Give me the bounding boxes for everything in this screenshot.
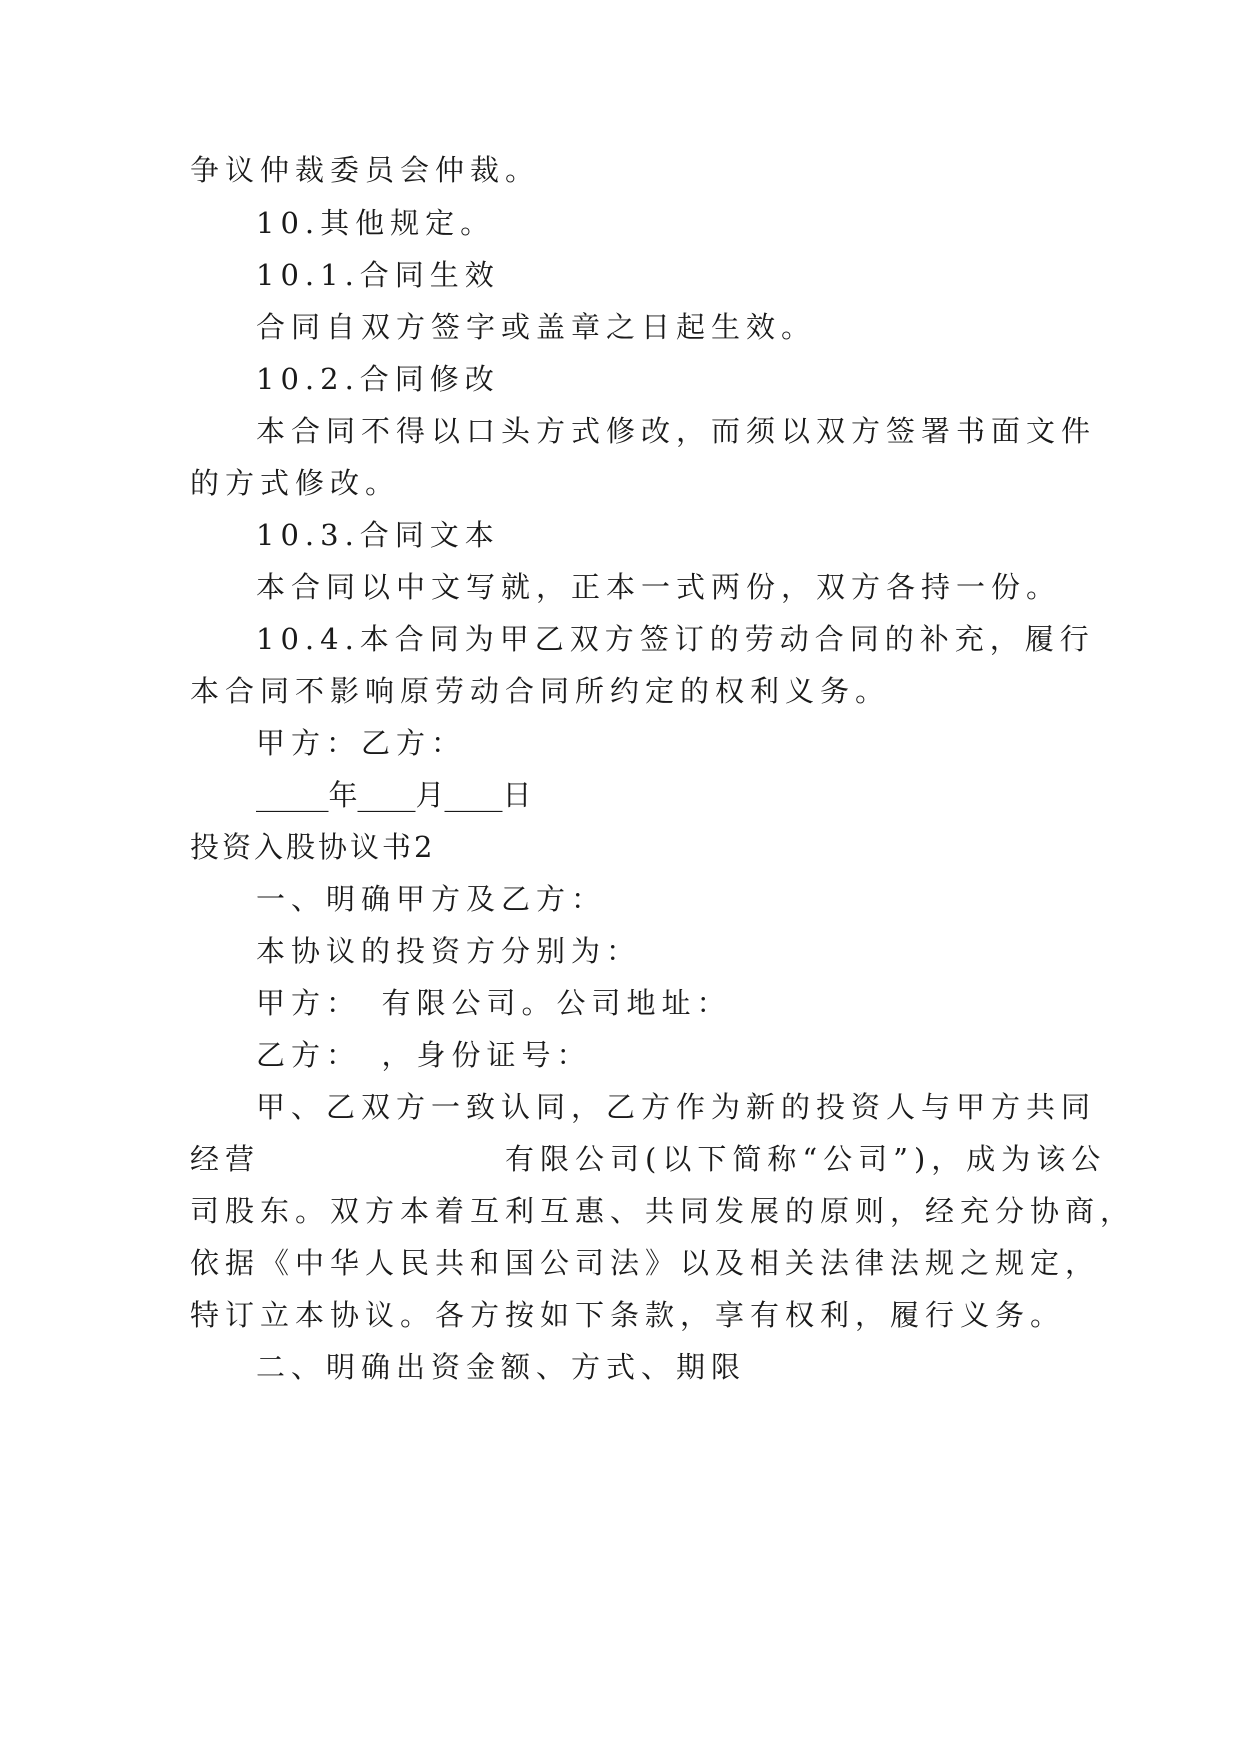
text-line: 本合同不影响原劳动合同所约定的权利义务。 (190, 674, 891, 708)
section-heading: 10.其他规定。 (256, 206, 496, 240)
text-line: 10.4.本合同为甲乙双方签订的劳动合同的补充，履行 (256, 622, 1095, 656)
text-line: 甲、乙双方一致认同，乙方作为新的投资人与甲方共同 (256, 1090, 1097, 1124)
party-b-line: 乙方： ，身份证号： (256, 1038, 592, 1072)
text-line: 合同自双方签字或盖章之日起生效。 (256, 310, 817, 344)
section-heading: 一、明确甲方及乙方： (256, 882, 607, 916)
text-line: 本合同以中文写就，正本一式两份，双方各持一份。 (256, 570, 1062, 604)
section-heading: 二、明确出资金额、方式、期限 (256, 1350, 747, 1384)
subsection-heading: 10.1.合同生效 (256, 258, 500, 292)
document-title: 投资入股协议书2 (190, 830, 436, 864)
signature-date: _____年____月____日 (256, 778, 532, 812)
text-line: 依据《中华人民共和国公司法》以及相关法律法规之规定， (190, 1246, 1101, 1280)
text-line: 特订立本协议。各方按如下条款，享有权利，履行义务。 (190, 1298, 1066, 1332)
text-line: 本合同不得以口头方式修改，而须以双方签署书面文件 (256, 414, 1097, 448)
subsection-heading: 10.3.合同文本 (256, 518, 500, 552)
text-line: 的方式修改。 (190, 466, 401, 500)
text-line: 本协议的投资方分别为： (256, 934, 642, 968)
party-a-line: 甲方： 有限公司。公司地址： (256, 986, 732, 1020)
text-line: 争议仲裁委员会仲裁。 (190, 153, 541, 187)
signature-parties: 甲方：乙方： (256, 726, 467, 760)
subsection-heading: 10.2.合同修改 (256, 362, 500, 396)
text-line: 司股东。双方本着互利互惠、共同发展的原则，经充分协商， (190, 1194, 1136, 1228)
text-line: 经营 有限公司(以下简称“公司”)，成为该公 (190, 1142, 1107, 1176)
